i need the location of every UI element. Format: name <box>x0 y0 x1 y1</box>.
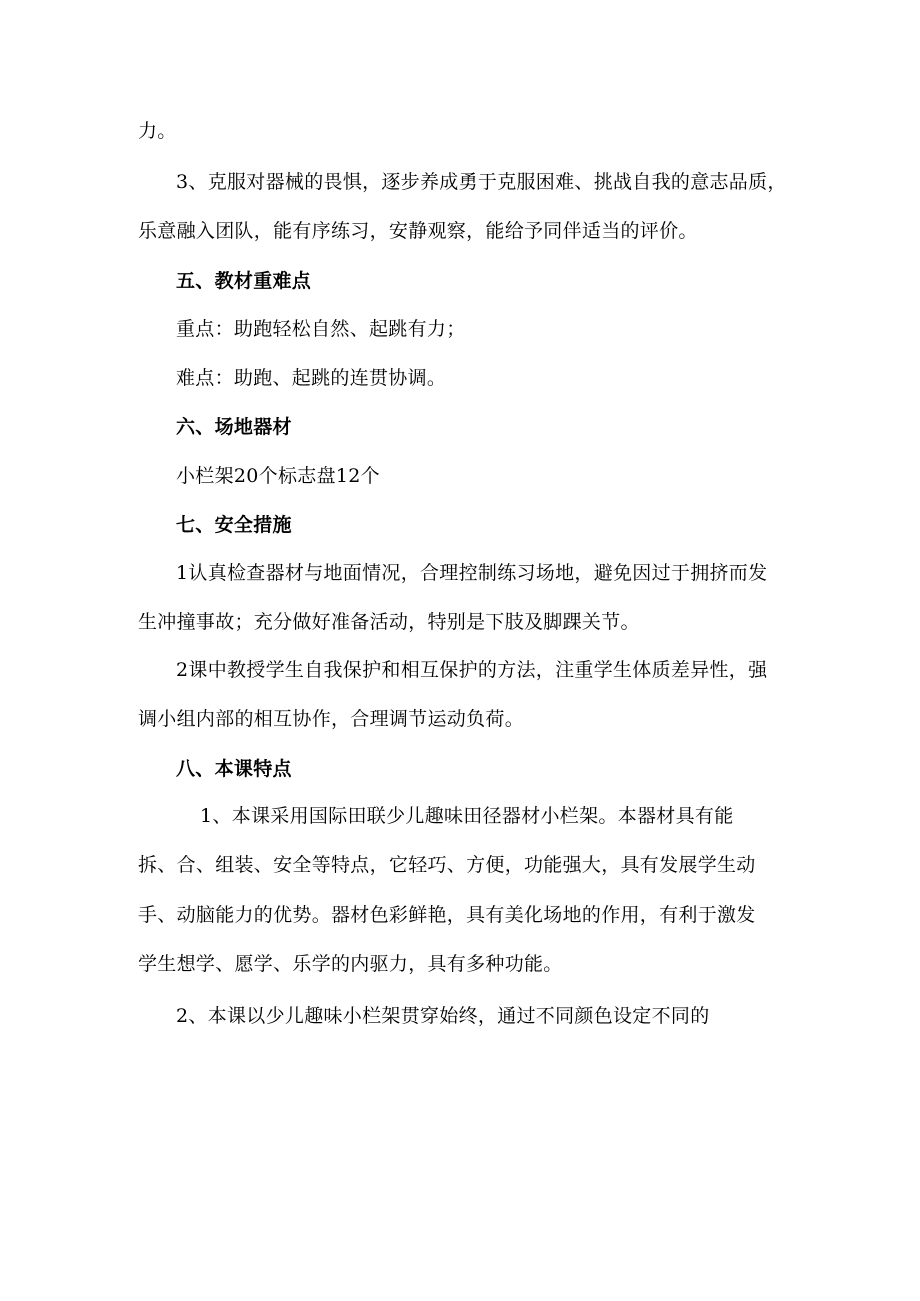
paragraph-line: 调小组内部的相互协作，合理调节运动负荷。 <box>138 708 525 730</box>
paragraph-line: 手、动脑能力的优势。器材色彩鲜艳，具有美化场地的作用，有利于激发 <box>138 904 756 926</box>
paragraph-line: 2、本课以少儿趣味小栏架贯穿始终，通过不同颜色设定不同的 <box>176 1005 710 1027</box>
paragraph-line: 乐意融入团队，能有序练习，安静观察，能给予同伴适当的评价。 <box>138 220 698 242</box>
paragraph-line: 小栏架20个标志盘12个 <box>176 465 380 487</box>
paragraph-line: 1认真检查器材与地面情况，合理控制练习场地，避免因过于拥挤而发 <box>176 562 768 584</box>
section-heading: 五、教材重难点 <box>176 270 312 292</box>
paragraph-line: 难点：助跑、起跳的连贯协调。 <box>176 367 447 389</box>
paragraph-line: 重点：助跑轻松自然、起跳有力； <box>176 318 466 340</box>
paragraph-line: 3、克服对器械的畏惧，逐步养成勇于克服困难、挑战自我的意志品质， <box>176 171 787 193</box>
section-heading: 八、本课特点 <box>176 758 292 780</box>
paragraph-line: 拆、合、组装、安全等特点，它轻巧、方便，功能强大，具有发展学生动 <box>138 854 756 876</box>
section-heading: 七、安全措施 <box>176 514 292 536</box>
paragraph-line: 生冲撞事故；充分做好准备活动，特别是下肢及脚踝关节。 <box>138 611 640 633</box>
paragraph-line: 2课中教授学生自我保护和相互保护的方法，注重学生体质差异性，强 <box>176 659 768 681</box>
section-heading: 六、场地器材 <box>176 416 292 438</box>
paragraph-line: 学生想学、愿学、乐学的内驱力，具有多种功能。 <box>138 953 563 975</box>
paragraph-line: 1、本课采用国际田联少儿趣味田径器材小栏架。本器材具有能 <box>200 805 734 827</box>
paragraph-line: 力。 <box>138 120 177 142</box>
